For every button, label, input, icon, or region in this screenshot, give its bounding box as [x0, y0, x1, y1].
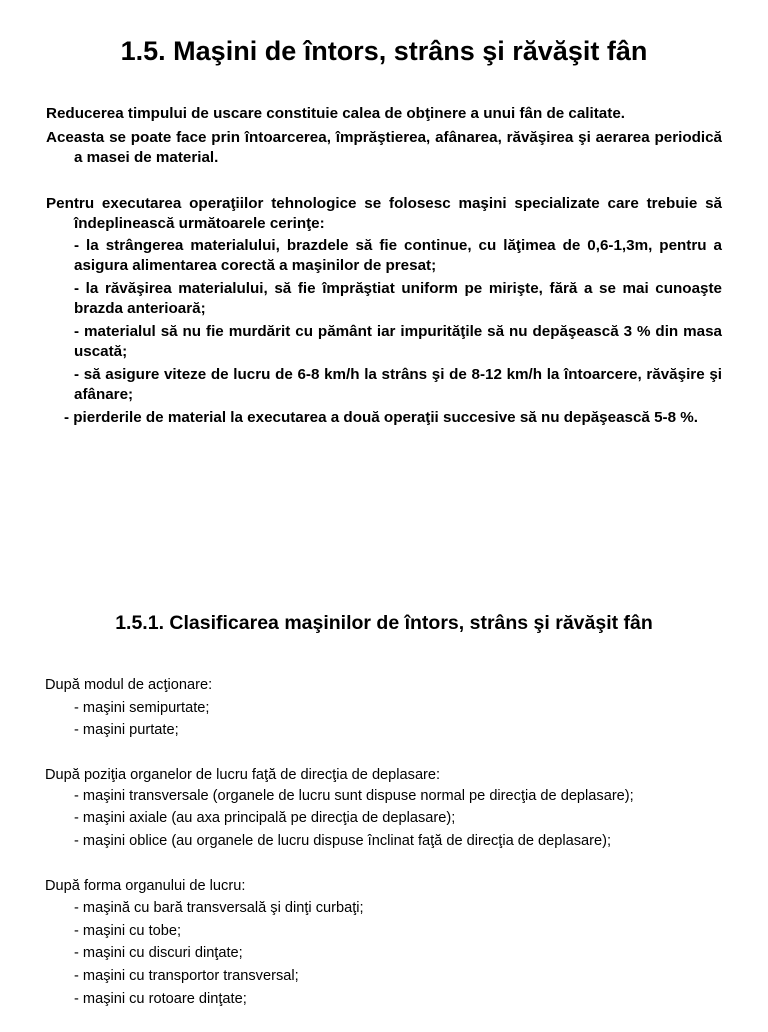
group-heading: După forma organului de lucru: [45, 877, 246, 894]
requirement-item: - la răvăşirea materialului, să fie împrăştiat uniform pe mirişte, fără a se mai cunoaşte brazda anterioară; [74, 280, 722, 317]
section-title: 1.5. Maşini de întors, strâns şi răvăşit fân [120, 36, 648, 66]
requirement-item: - să asigure viteze de lucru de 6-8 km/h la strâns şi de 8-12 km/h la întoarcere, răvăşire şi afânare; [74, 366, 722, 403]
requirements-list [46, 236, 722, 428]
classification-group-shape [45, 875, 725, 1011]
list-item: - maşini purtate; [74, 722, 179, 739]
requirement-item: - materialul să nu fie murdărit cu pământ iar impurităţile să nu depăşească 3 % din masa uscată; [74, 323, 722, 360]
classification-group-actuation [45, 674, 725, 742]
group-list [45, 697, 725, 742]
list-item: - maşini cu rotoare dinţate; [74, 990, 247, 1007]
subsection-title: 1.5.1. Clasificarea maşinilor de întors, strâns şi răvăşit fân [115, 612, 653, 634]
list-item: - maşini cu tobe; [74, 922, 182, 939]
intro-paragraph-1: Reducerea timpului de uscare constituie calea de obţinere a unui fân de calitate. [46, 105, 625, 122]
list-item: - maşină cu bară transversală şi dinţi curbaţi; [74, 900, 364, 917]
intro-section [46, 104, 722, 431]
list-item: - maşini cu discuri dinţate; [74, 945, 243, 962]
group-heading: După modul de acţionare: [45, 677, 213, 693]
list-item: - maşini axiale (au axa principală pe direcţia de deplasare); [74, 810, 456, 827]
group-list [45, 786, 725, 852]
list-item: - maşini semipurtate; [74, 699, 210, 716]
list-item: - maşini cu transportor transversal; [74, 967, 299, 984]
group-list [45, 897, 725, 1010]
intro-paragraph-2: Aceasta se poate face prin întoarcerea, împrăştierea, afânarea, răvăşirea şi aerarea periodică a masei de material. [46, 129, 722, 166]
classification-section [45, 674, 725, 1032]
requirement-item: - la strângerea materialului, brazdele să fie continue, cu lăţimea de 0,6-1,3m, pentru a asigura alimentarea corectă a maşinilor de presat; [74, 237, 722, 274]
list-item: - maşini transversale (organele de lucru sunt dispuse normal pe direcţia de deplasare); [74, 788, 634, 805]
classification-group-position [45, 764, 725, 853]
intro-paragraph-3: Pentru executarea operaţiilor tehnologice se folosesc maşini specializate care trebuie să îndeplinească următoarele cerinţe: [46, 195, 722, 232]
group-heading: După poziţia organelor de lucru faţă de direcţia de deplasare: [45, 766, 441, 783]
requirement-item: - pierderile de material la executarea a două operaţii succesive să nu depăşească 5-8 %. [64, 409, 698, 426]
list-item: - maşini oblice (au organele de lucru dispuse înclinat faţă de direcţia de deplasare); [74, 832, 612, 849]
